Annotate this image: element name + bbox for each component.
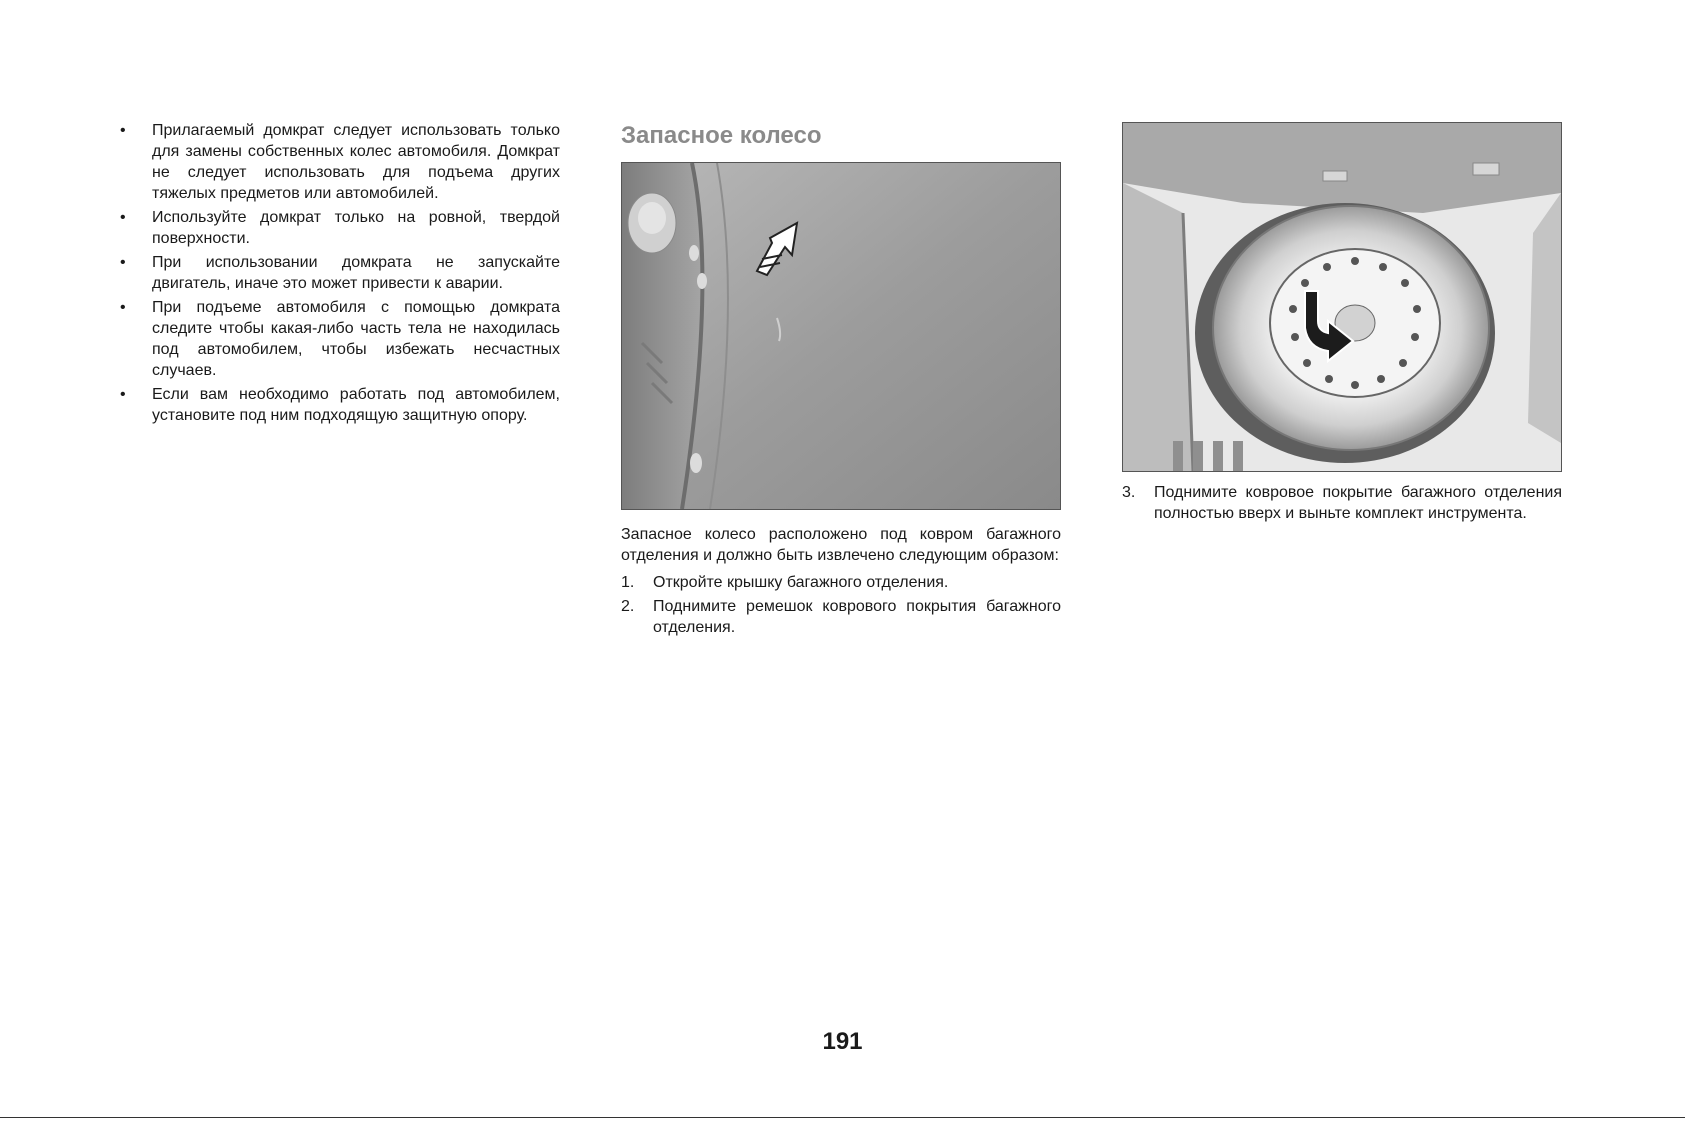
- left-column: [120, 120, 560, 429]
- safety-bullet-list: [120, 120, 560, 426]
- section-title: Запасное колесо: [621, 122, 822, 149]
- middle-column: [621, 118, 1061, 641]
- step-item: 2. Поднимите ремешок коврового покрытия багажного отделения.: [621, 598, 1061, 636]
- steps-list: [621, 572, 1061, 638]
- bottom-divider: [0, 1117, 1685, 1118]
- bullet-item: • При использовании домкрата не запускайте двигатель, иначе это может привести к аварии.: [120, 252, 560, 294]
- trunk-carpet-strap-photo: [621, 162, 1061, 510]
- bullet-item: • При подъеме автомобиля с помощью домкрата следите чтобы какая-либо часть тела не находилась под автомобилем, чтобы избежать несчастных случаев.: [120, 297, 560, 381]
- right-column: [1122, 122, 1562, 527]
- step-item: 1. Откройте крышку багажного отделения.: [621, 574, 949, 591]
- spare-wheel-intro: Запасное колесо расположено под ковром багажного отделения и должно быть извлечено следующим образом:: [621, 526, 1061, 564]
- bullet-item: • Используйте домкрат только на ровной, твердой поверхности.: [120, 207, 560, 249]
- step-item: 3. Поднимите ковровое покрытие багажного отделения полностью вверх и выньте комплект инструмента.: [1122, 484, 1562, 522]
- steps-list: [1122, 482, 1562, 524]
- spare-wheel-photo: [1122, 122, 1562, 472]
- page-number: 191: [822, 1028, 863, 1055]
- bullet-item: • Если вам необходимо работать под автомобилем, установите под ним подходящую защитную опору.: [120, 384, 560, 426]
- bullet-item: • Прилагаемый домкрат следует использовать только для замены собственных колес автомобиля. Домкрат не следует использовать для подъема других тяжелых предметов или автомобилей.: [120, 120, 560, 204]
